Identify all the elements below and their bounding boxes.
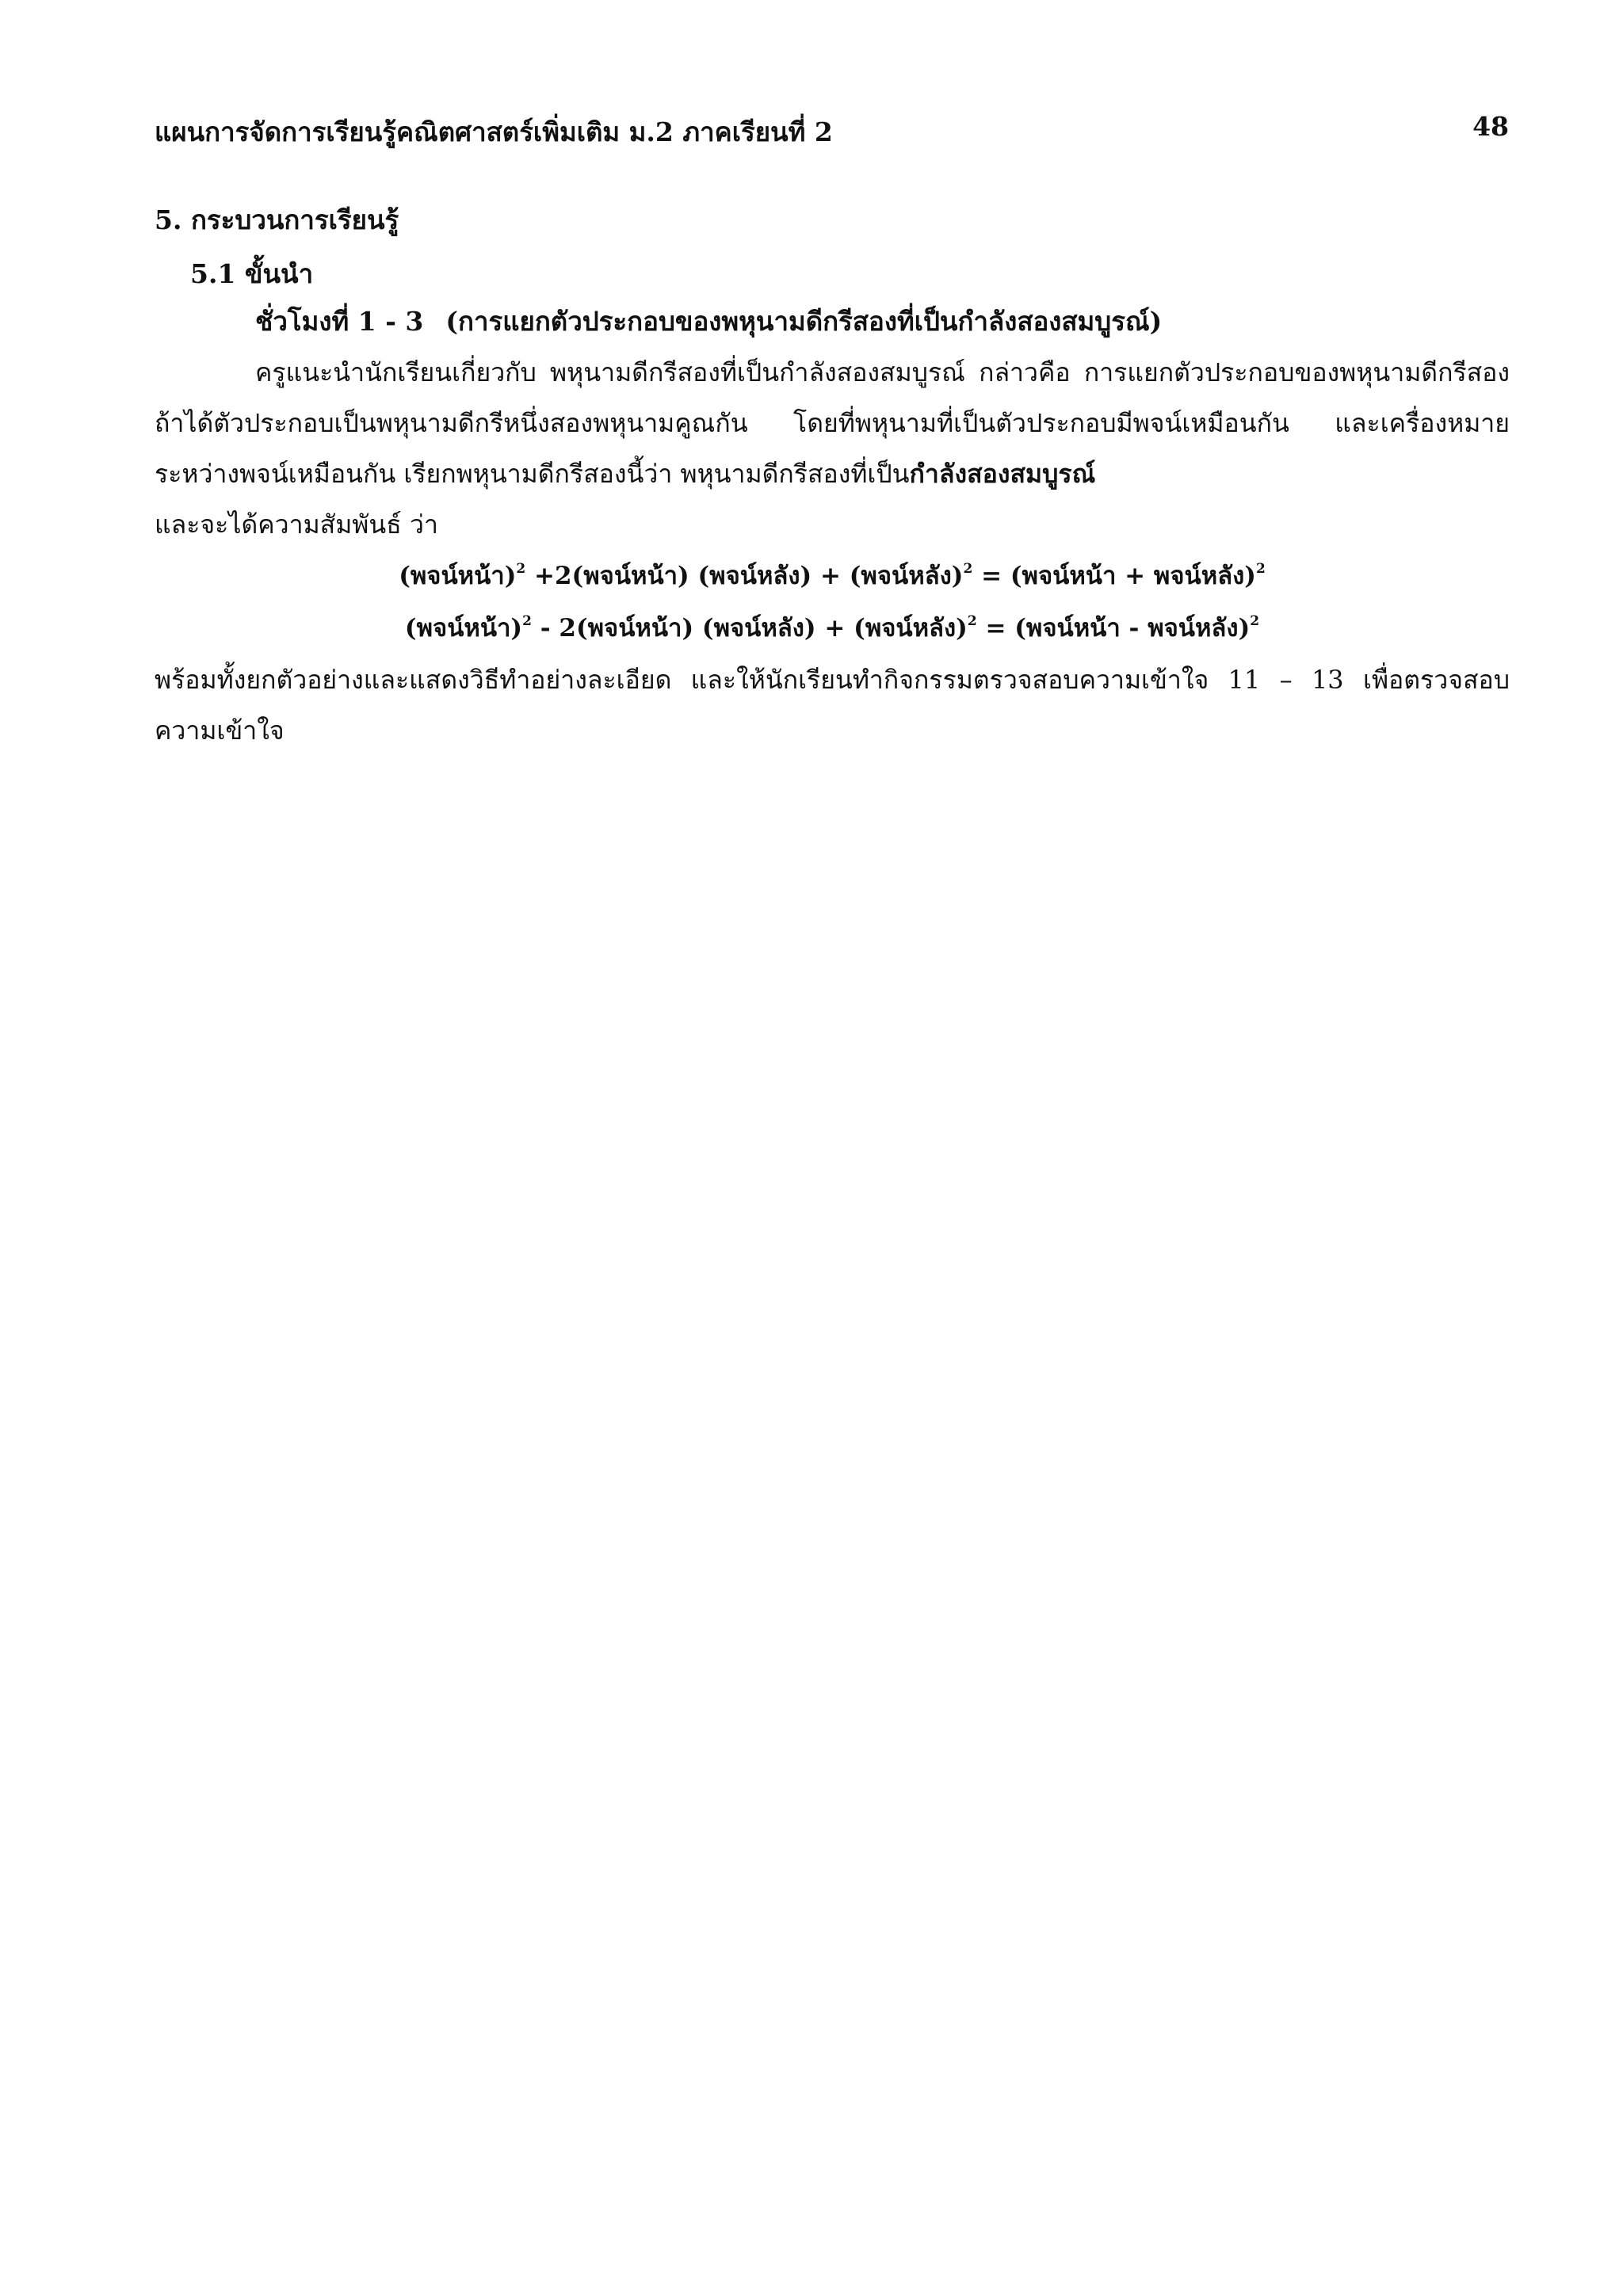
formula2-part-c: = (พจน์หน้า - พจน์หลัง) — [976, 614, 1251, 643]
section-heading: 5. กระบวนการเรียนรู้ — [155, 204, 399, 235]
formula1-part-c: = (พจน์หน้า + พจน์หลัง) — [972, 562, 1256, 590]
formula1-exp-2: 2 — [963, 561, 973, 577]
hour-topic: (การแยกตัวประกอบของพหุนามดีกรีสองที่เป็นกำลังสองสมบูรณ์) — [445, 306, 1163, 337]
formula2-exp-1: 2 — [522, 613, 532, 629]
intro-text: ครูแนะนำนักเรียนเกี่ยวกับ พหุนามดีกรีสองที่เป็นกำลังสองสมบูรณ์ กล่าวคือ การแยกตัวประกอบของพหุนามดีกรีสอง ถ้าได้ตัวประกอบเป็นพหุนามดีกรีหนึ่งสองพหุนามคูณกัน โดยที่พหุนามที่เป็นตัวประกอบมีพจน์เหมือนกัน และเครื่องหมายระหว่างพจน์เหมือนกัน เรียกพหุนามดีกรีสองนี้ว่า พหุนามดีกรีสองที่เป็น — [155, 357, 1510, 489]
hour-heading — [255, 296, 1510, 347]
intro-paragraph — [155, 347, 1510, 499]
formula1-exp-3: 2 — [1255, 561, 1266, 577]
formula2-part-b: - 2(พจน์หน้า) (พจน์หลัง) + (พจน์หลัง) — [531, 614, 968, 643]
relation-intro: และจะได้ความสัมพันธ์ ว่า — [155, 509, 438, 540]
formula2-part-a: (พจน์หน้า) — [404, 614, 523, 643]
page-number: 48 — [1472, 111, 1509, 142]
formula2-exp-3: 2 — [1250, 613, 1260, 629]
formula1-part-b: +2(พจน์หน้า) (พจน์หลัง) + (พจน์หลัง) — [525, 562, 964, 590]
formula-difference-square — [155, 602, 1510, 654]
hour-label: ชั่วโมงที่ 1 - 3 — [255, 306, 424, 337]
formula1-exp-1: 2 — [516, 561, 526, 577]
content — [155, 198, 1510, 756]
formula2-exp-2: 2 — [967, 613, 977, 629]
formula1-part-a: (พจน์หน้า) — [399, 562, 517, 590]
closing-paragraph: พร้อมทั้งยกตัวอย่างและแสดงวิธีทำอย่างละเอียด และให้นักเรียนทำกิจกรรมตรวจสอบความเข้าใจ 11 – 13 เพื่อตรวจสอบความเข้าใจ — [155, 665, 1510, 746]
header-title: แผนการจัดการเรียนรู้คณิตศาสตร์เพิ่มเติม ม.2 ภาคเรียนที่ 2 — [155, 116, 833, 147]
formula-sum-square — [155, 550, 1510, 602]
intro-bold-term: กำลังสองสมบูรณ์ — [909, 459, 1096, 489]
subsection-heading: 5.1 ขั้นนำ — [190, 258, 314, 289]
